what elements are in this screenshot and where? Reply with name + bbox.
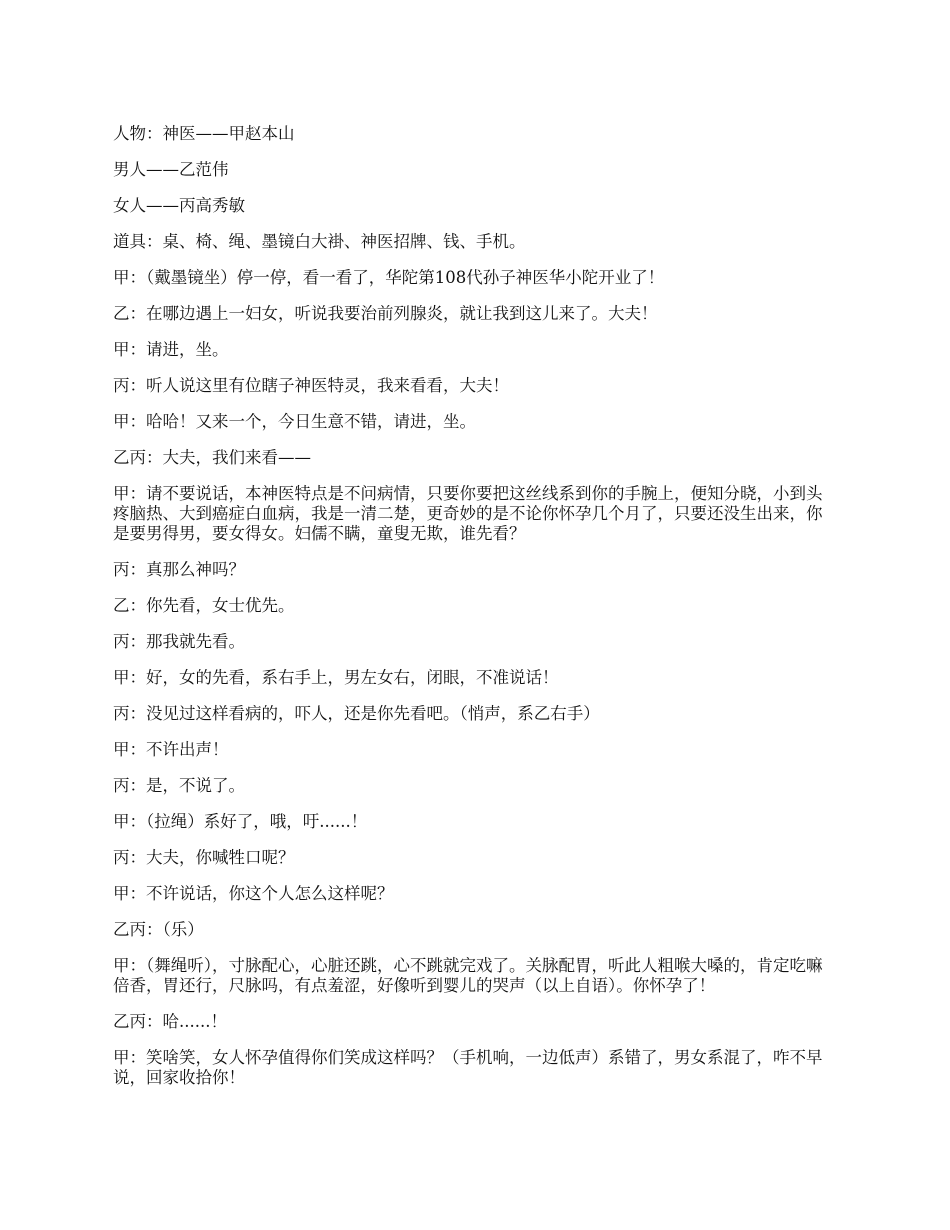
- dialogue-line: 乙丙：哈......！: [113, 1012, 227, 1031]
- dialogue-line: 丙：那我就先看。: [113, 632, 245, 651]
- dialogue-line: 乙丙：大夫，我们来看——: [113, 448, 311, 467]
- dialogue-line: 甲：（拉绳）系好了，哦，吁......！: [113, 812, 368, 831]
- dialogue-line: 丙：听人说这里有位瞎子神医特灵，我来看看，大夫！: [113, 376, 509, 395]
- dialogue-line: 乙：在哪边遇上一妇女，听说我要治前列腺炎，就让我到这儿来了。大夫！: [113, 304, 658, 323]
- dialogue-line: 丙：是，不说了。: [113, 776, 245, 795]
- dialogue-line: 甲：（戴墨镜坐）停一停，看一看了，华陀第108代孙子神医华小陀开业了！: [113, 268, 665, 287]
- dialogue-line: 甲：请不要说话，本神医特点是不问病情，只要你要把这丝线系到你的手腕上，便知分晓，小到头疼脑热、大到癌症白血病，我是一清二楚，更奇妙的是不论你怀孕几个月了，只要还没生出来，你是要男得男，要女得女。妇儒不瞒，童叟无欺，谁先看？: [113, 484, 823, 543]
- dialogue-line: 乙丙：（乐）: [113, 920, 204, 939]
- dialogue-line: 甲：请进，坐。: [113, 340, 229, 359]
- dialogue-line: 甲：（舞绳听），寸脉配心，心脏还跳，心不跳就完戏了。关脉配胃，听此人粗喉大嗓的，肯定吃嘛倍香，胃还行，尺脉吗，有点羞涩，好像听到婴儿的哭声（以上自语）。你怀孕了！: [113, 956, 823, 995]
- dialogue-line: 甲：哈哈！又来一个，今日生意不错，请进，坐。: [113, 412, 476, 431]
- dialogue-line: 甲：好，女的先看，系右手上，男左女右，闭眼，不准说话！: [113, 668, 559, 687]
- props-line: 道具：桌、椅、绳、墨镜白大褂、神医招牌、钱、手机。: [113, 232, 526, 251]
- dialogue-line: 甲：笑啥笑，女人怀孕值得你们笑成这样吗？（手机响，一边低声）系错了，男女系混了，咋不早说，回家收拾你！: [113, 1048, 823, 1087]
- script-body: [113, 124, 838, 1104]
- cast-line-2: 男人——乙范伟: [113, 160, 229, 179]
- cast-line-1: 人物：神医——甲赵本山: [113, 124, 295, 143]
- dialogue-line: 丙：真那么神吗？: [113, 560, 245, 579]
- dialogue-line: 丙：大夫，你喊牲口呢？: [113, 848, 295, 867]
- cast-line-3: 女人——丙高秀敏: [113, 196, 245, 215]
- dialogue-line: 丙：没见过这样看病的，吓人，还是你先看吧。（悄声，系乙右手）: [113, 704, 600, 723]
- dialogue-line: 乙：你先看，女士优先。: [113, 596, 295, 615]
- dialogue-line: 甲：不许出声！: [113, 740, 229, 759]
- dialogue-line: 甲：不许说话，你这个人怎么这样呢？: [113, 884, 394, 903]
